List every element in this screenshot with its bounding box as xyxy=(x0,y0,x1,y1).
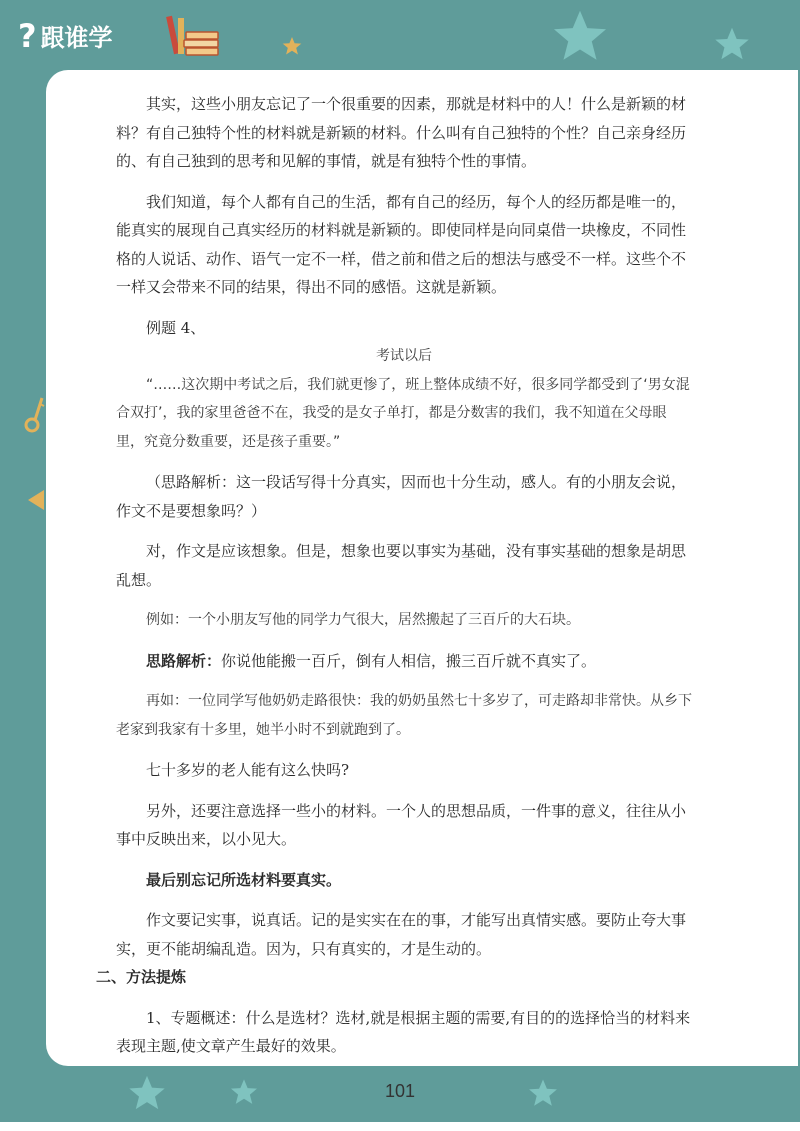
paragraph: 作文要记实事，说真话。记的是实实在在的事，才能写出真情实感。要防止夸大事实，更不能胡编乱造。因为，只有真实的，才是生动的。 xyxy=(116,911,687,958)
header-title: 跟谁学 xyxy=(40,24,113,52)
books-icon xyxy=(166,12,222,58)
paragraph: 其实，这些小朋友忘记了一个很重要的因素，那就是材料中的人！什么是新颖的材料？有自己独特个性的材料就是新颖的材料。什么叫有自己独特的个性？自己亲身经历的、有自己独到的思考和见解的事情，就是有独特个性的事情。 xyxy=(116,95,687,170)
section-heading: 二、方法提炼 xyxy=(96,968,187,986)
star-icon xyxy=(714,26,750,62)
page-number: 101 xyxy=(384,1081,416,1101)
star-icon xyxy=(282,36,302,56)
star-icon xyxy=(552,8,608,64)
article-body xyxy=(96,90,692,1061)
example-label: 例题 4、 xyxy=(146,318,206,337)
paragraph: 1、专题概述：什么是选材？选材,就是根据主题的需要,有目的的选择恰当的材料来表现主题,使文章产生最好的效果。 xyxy=(116,1008,691,1055)
example-sentence: 例如：一个小朋友写他的同学力气很大，居然搬起了三百斤的大石块。 xyxy=(146,612,580,628)
question-mark-icon: ? xyxy=(18,16,37,55)
analysis-text: 你说他能搬一百斤，倒有人相信，搬三百斤就不真实了。 xyxy=(221,651,597,670)
paragraph: 七十多岁的老人能有这么快吗? xyxy=(146,761,350,779)
analysis-note: （思路解析：这一段话写得十分真实，因而也十分生动，感人。有的小朋友会说，作文不是要想象吗？） xyxy=(116,473,687,520)
paragraph: 对，作文是应该想象。但是，想象也要以事实为基础，没有事实基础的想象是胡思乱想。 xyxy=(116,542,687,589)
emphasis-line: 最后别忘记所选材料要真实。 xyxy=(146,870,342,889)
essay-quote: “……这次期中考试之后，我们就更惨了，班上整体成绩不好，很多同学都受到了‘男女混合双打’，我的家里爸爸不在，我受的是女子单打，都是分数害的我们，我不知道在父母眼里，究竟分数重要，还是孩子重要。” xyxy=(116,376,690,450)
example-sentence: 再如：一位同学写他奶奶走路很快：我的奶奶虽然七十多岁了，可走路却非常快。从乡下老家到我家有十多里，她半小时不到就跑到了。 xyxy=(116,693,692,738)
analysis-note xyxy=(116,647,692,676)
triangle-icon xyxy=(26,488,46,512)
paragraph: 我们知道，每个人都有自己的生活，都有自己的经历，每个人的经历都是唯一的，能真实的展现自己真实经历的材料就是新颖的。即使同样是向同桌借一块橡皮，不同性格的人说话、动作、语气一定不一样，借之前和借之后的想法与感受不一样。这些个不一样又会带来不同的结果，得出不同的感悟。这就是新颖。 xyxy=(116,192,687,296)
header-logo xyxy=(18,18,113,53)
analysis-label: 思路解析： xyxy=(146,651,222,670)
paragraph: 另外，还要注意选择一些小的材料。一个人的思想品质，一件事的意义，往往从小事中反映出来，以小见大。 xyxy=(116,801,687,848)
essay-title: 考试以后 xyxy=(376,348,432,364)
key-icon xyxy=(24,394,46,434)
